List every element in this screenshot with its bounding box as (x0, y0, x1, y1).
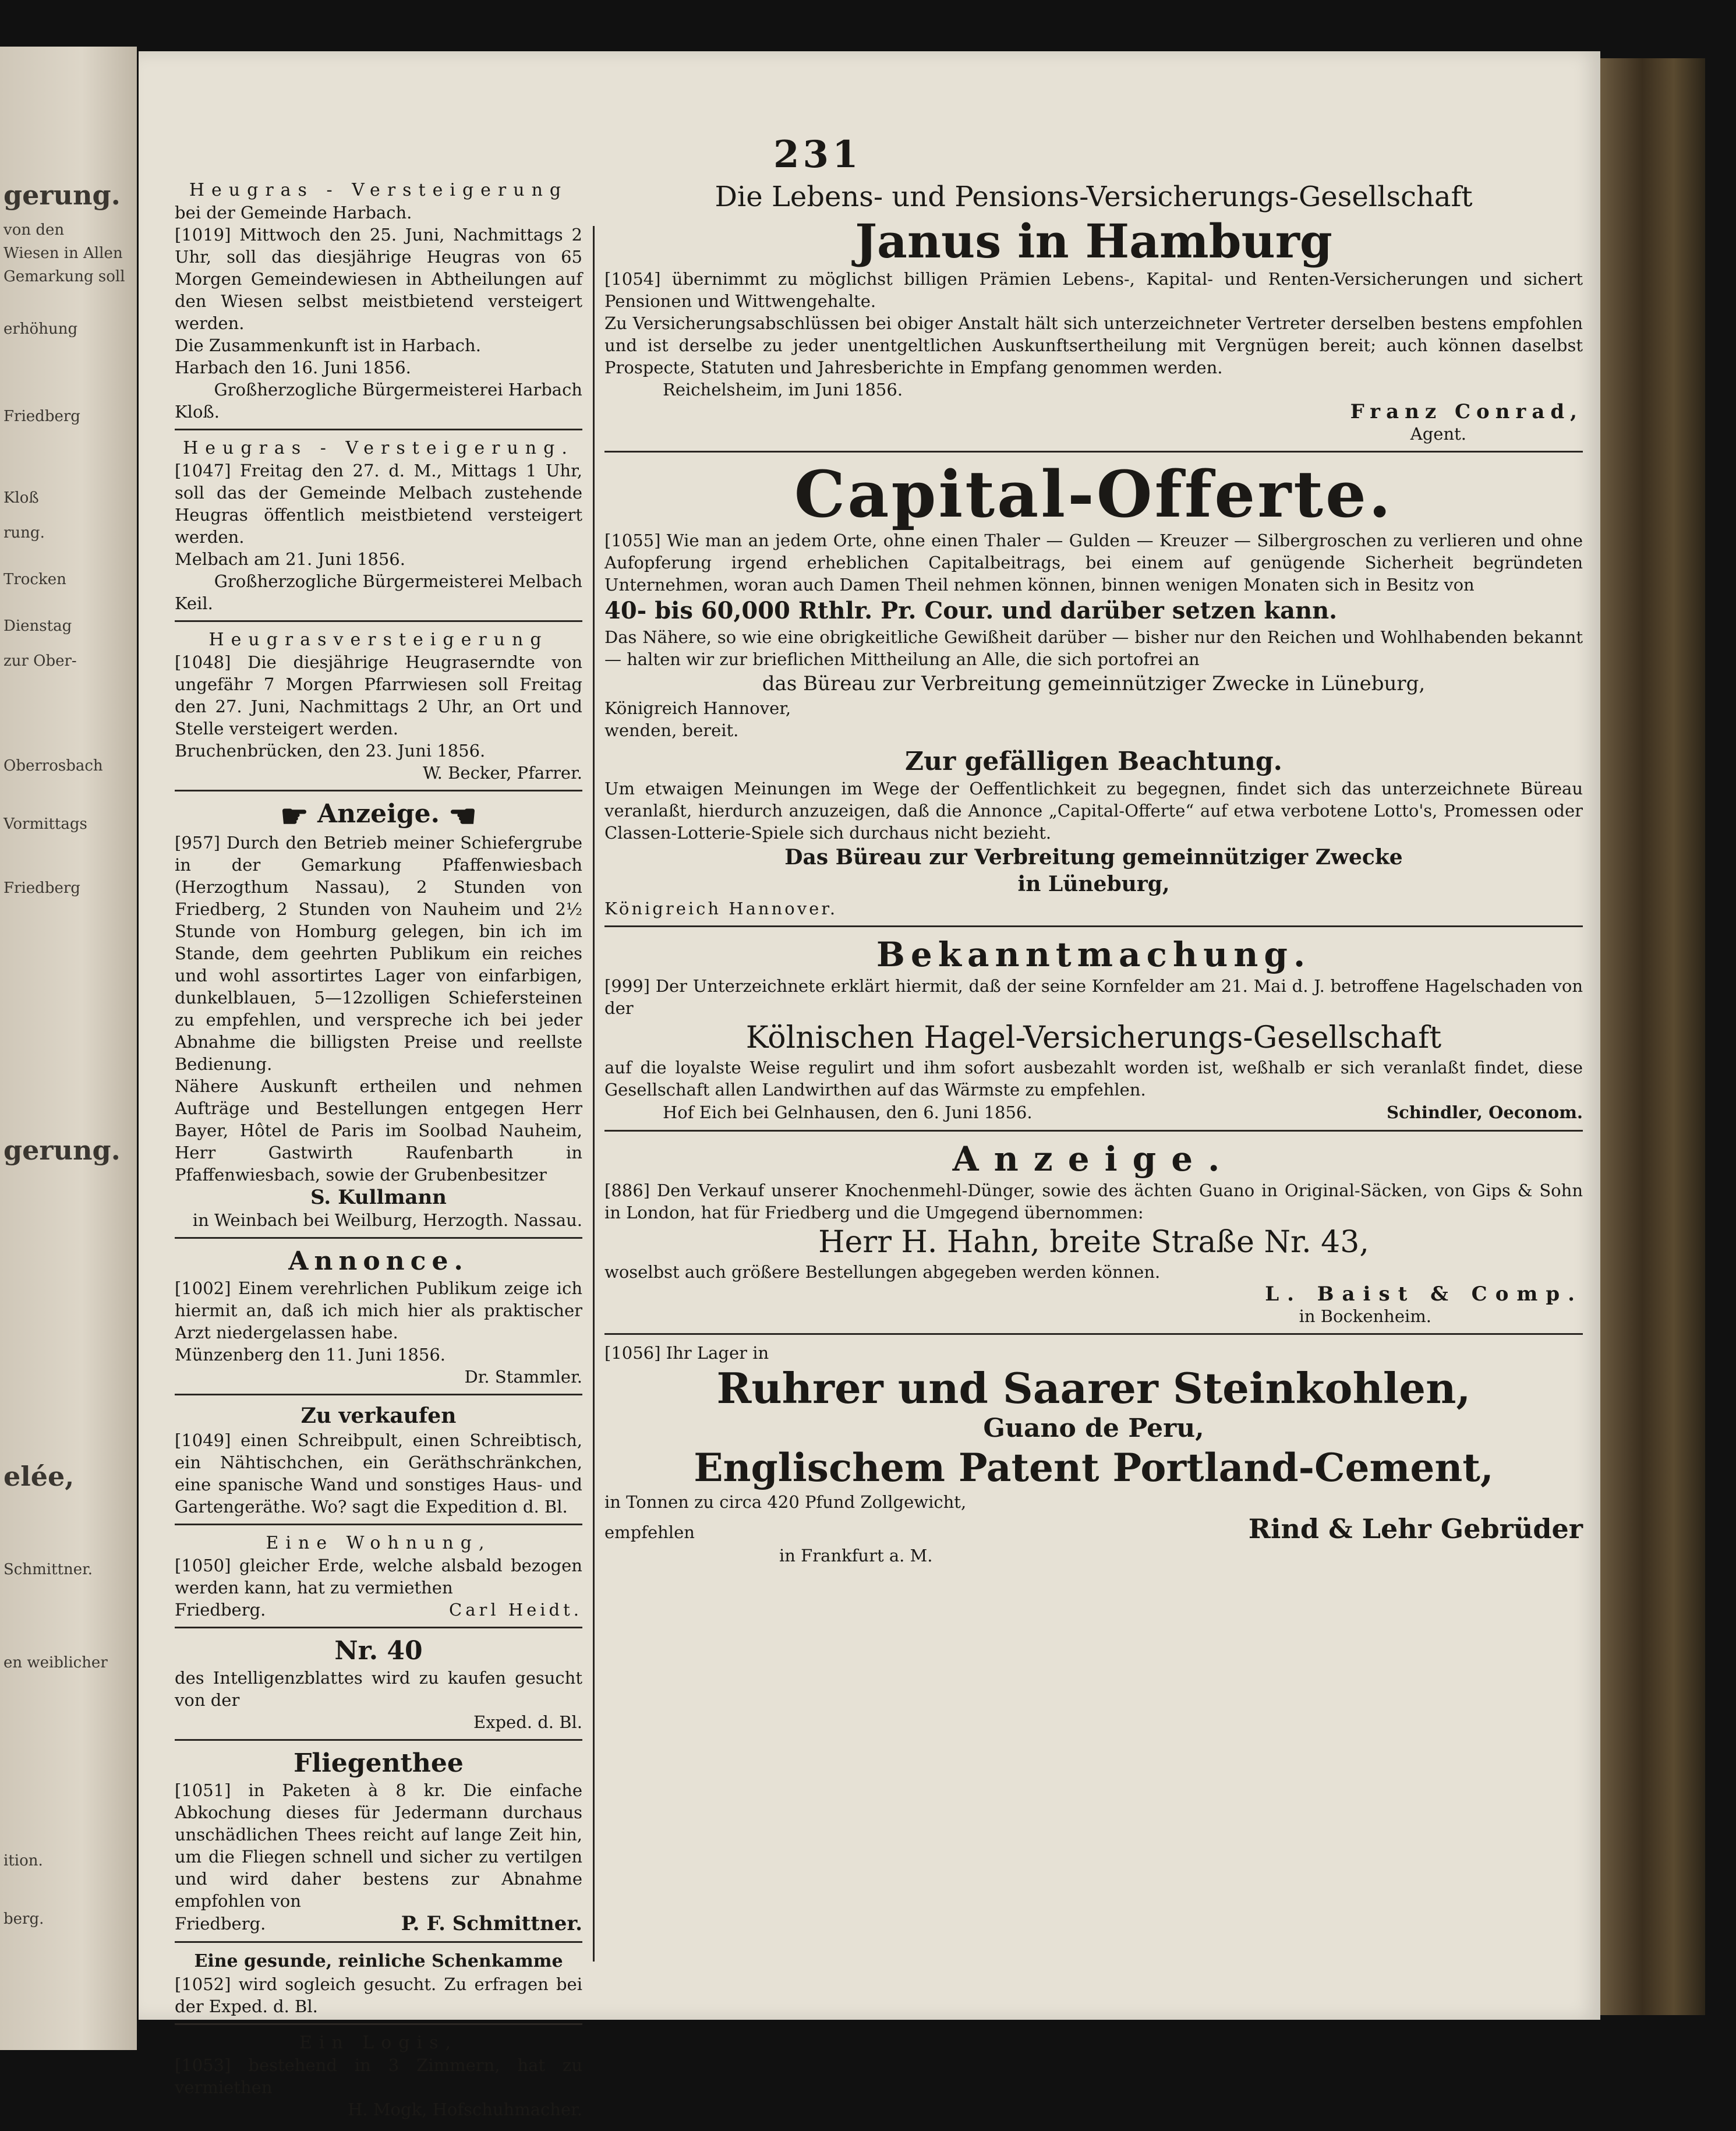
left-page-text-fragment: berg. (3, 1910, 44, 1928)
left-page-text-fragment: erhöhung (3, 320, 78, 338)
ad-signature: Keil. (175, 593, 213, 613)
ad-lead: empfehlen (604, 1522, 695, 1542)
ad-heugras-melbach (175, 437, 582, 614)
ad-date: Hof Eich bei Gelnhausen, den 6. Juni 1856. (663, 1102, 1033, 1122)
ad-company: Kölnischen Hagel-Versicherungs-Gesellschaft (745, 1020, 1442, 1055)
divider (604, 925, 1583, 927)
ad-office: Großherzogliche Bürgermeisterei Melbach (214, 571, 582, 591)
ad-title: Anzeige. (952, 1139, 1235, 1179)
ad-heugras-harbach (175, 179, 582, 423)
ad-beachtung (604, 746, 1583, 920)
ad-title: Ein Logis, (299, 2032, 458, 2053)
ad-place: Friedberg. (175, 1913, 266, 1934)
ad-title: Anzeige. (317, 799, 440, 829)
ad-closing: wenden, bereit. (604, 720, 739, 740)
ad-title: Heugrasversteigerung (208, 630, 549, 650)
ad-intro: [1056] Ihr Lager in (604, 1343, 769, 1363)
ad-signature: Kloß. (175, 402, 220, 422)
ad-signature: L. Baist & Comp. (1265, 1282, 1583, 1306)
ad-title: Capital-Offerte. (794, 457, 1394, 532)
ad-signature: P. F. Schmittner. (401, 1911, 582, 1935)
divider (175, 1524, 582, 1525)
ad-body: [886] Den Verkauf unserer Knochenmehl-Dünger, sowie des ächten Guano in Original-Säcken, von Gips & Sohn in London, hat für Friedberg und die Umgegend übernommen: (604, 1181, 1583, 1222)
ad-body-2: Zu Versicherungsabschlüssen bei obiger Anstalt hält sich unterzeichneter Vertreter derselben bestens empfohlen und ist derselbe zu jeder unentgeltlichen Auskunftsertheilung mit Vergnügen bereit; auch können daselbst Prospecte, Statuten und Jahresberichte in Empfang genommen werden. (604, 313, 1583, 377)
ad-region: Königreich Hannover. (604, 899, 838, 918)
ad-nr-40 (175, 1635, 582, 1733)
ad-body: [1054] übernimmt zu möglichst billigen Prämien Lebens-, Kapital- und Renten-Versicherungen und sichert Pensionen und Wittwengehalte. (604, 269, 1583, 311)
ad-body: [999] Der Unterzeichnete erklärt hiermit, daß der seine Kornfelder am 21. Mai d. J. betroffene Hagelschaden von der (604, 976, 1583, 1018)
ad-body-2: Nähere Auskunft ertheilen und nehmen Aufträge und Bestellungen entgegen Herr Bayer, Hôtel de Paris im Soolbad Nauheim, Herr Gastwirth Raufenbarth in Pfaffenwiesbach, sowie der Grubenbesitzer (175, 1076, 582, 1185)
left-page-text-fragment: Friedberg (3, 408, 80, 425)
ad-signature: H. Mogk, Hofschuhmacher. (348, 2099, 582, 2119)
left-page-text-fragment: Vormittags (3, 815, 87, 833)
ad-capital-offerte (604, 457, 1583, 741)
left-page-text-fragment: von den (3, 221, 65, 239)
ad-body-2: auf die loyalste Weise regulirt und ihm sofort ausbezahlt worden ist, weßhalb er sich veranlaßt findet, diese Gesellschaft allen Landwirthen auf das Wärmste zu empfehlen. (604, 1058, 1583, 1100)
divider (175, 1941, 582, 1943)
divider (604, 1130, 1583, 1132)
ad-zu-verkaufen (175, 1402, 582, 1518)
ad-place: in Weinbach bei Weilburg, Herzogth. Nassau. (192, 1210, 582, 1230)
ad-heading: Die Lebens- und Pensions-Versicherungs-Gesellschaft (715, 181, 1473, 213)
ad-title: Annonce. (288, 1246, 469, 1276)
divider (175, 1627, 582, 1628)
ad-region: Königreich Hannover, (604, 698, 791, 718)
left-page-text-fragment: rung. (3, 524, 45, 542)
left-page-text-fragment: Kloß (3, 489, 39, 507)
ad-signature: Franz Conrad, (1350, 400, 1583, 423)
ad-line: Die Zusammenkunft ist in Harbach. (175, 335, 481, 355)
ad-title: Zu verkaufen (300, 1403, 457, 1428)
column-divider (593, 226, 595, 1962)
ad-signature: S. Kullmann (310, 1185, 447, 1209)
page-number: 231 (773, 133, 862, 176)
ad-fliegenthee (175, 1748, 582, 1935)
ad-body: des Intelligenzblattes wird zu kaufen gesucht von der (175, 1667, 582, 1710)
right-column (604, 179, 1583, 1571)
left-page-text-fragment: Gemarkung soll (3, 268, 125, 285)
ad-line: Guano de Peru, (983, 1413, 1204, 1443)
ad-organization-place: in Lüneburg, (1017, 872, 1170, 896)
ad-title: Fliegenthee (294, 1748, 464, 1778)
left-page-text-fragment: Oberrosbach (3, 757, 103, 775)
ad-signature: Rind & Lehr Gebrüder (1248, 1513, 1583, 1545)
ad-title: Zur gefälligen Beachtung. (905, 747, 1282, 776)
ad-annonce-arzt (175, 1246, 582, 1388)
ad-title: Nr. 40 (334, 1635, 423, 1666)
left-page-text-fragment: Trocken (3, 571, 66, 588)
ad-body: [1048] Die diesjährige Heugraserndte von ungefähr 7 Morgen Pfarrwiesen soll Freitag den 27. Juni, Nachmittags 2 Uhr, an Ort und Stelle versteigert werden. (175, 652, 582, 738)
ad-signature: Schindler, Oeconom. (1387, 1102, 1583, 1122)
ad-date: Reichelsheim, im Juni 1856. (663, 380, 903, 400)
ad-body-2: Das Nähere, so wie eine obrigkeitliche Gewißheit darüber — bisher nur den Reichen und Wohlhabenden bekannt — halten wir zur brieflichen Mittheilung an Alle, die sich portofrei an (604, 627, 1583, 669)
ad-signature: Dr. Stammler. (464, 1366, 582, 1387)
ad-organization: das Büreau zur Verbreitung gemeinnütziger Zwecke in Lüneburg, (762, 672, 1426, 695)
ad-line: in Tonnen zu circa 420 Pfund Zollgewicht, (604, 1492, 967, 1512)
ad-janus (604, 179, 1583, 445)
pointing-hand-right-icon: ☛ (280, 797, 309, 835)
divider (175, 2023, 582, 2025)
book-spine (1600, 58, 1705, 2015)
ad-signature: Exped. d. Bl. (473, 1712, 582, 1732)
ad-body: [1019] Mittwoch den 25. Juni, Nachmittags 2 Uhr, soll das diesjährige Heugras von 65 Morgen Gemeindewiesen in Abtheilungen auf den Wiesen selbst meistbietend versteigert werden. (175, 225, 582, 333)
ad-signature: W. Becker, Pfarrer. (422, 763, 582, 783)
ad-body: [1049] einen Schreibpult, einen Schreibtisch, ein Nähtischchen, ein Geräthschränkchen, eine spanische Wand und sonstiges Haus- und Gartengeräthe. Wo? sagt die Expedition d. Bl. (175, 1430, 582, 1517)
ad-date: Harbach den 16. Juni 1856. (175, 358, 411, 377)
ad-body: [1051] in Paketen à 8 kr. Die einfache Abkochung dieses für Jedermann durchaus unschädlichen Thees reicht auf lange Zeit hin, um die Fliegen schnell und sicher zu vertilgen und wird daher bestens zur Abnahme empfohlen von (175, 1780, 582, 1911)
left-page-text-fragment: Dienstag (3, 617, 72, 635)
left-page-text-fragment: en weiblicher (3, 1654, 108, 1671)
ad-office: Großherzogliche Bürgermeisterei Harbach (214, 380, 582, 400)
ad-body: [1002] Einem verehrlichen Publikum zeige ich hiermit an, daß ich mich hier als praktischer Arzt niedergelassen habe. (175, 1278, 582, 1342)
left-page-text-fragment: Schmittner. (3, 1561, 93, 1578)
ad-bekanntmachung (604, 934, 1583, 1124)
ad-body: Um etwaigen Meinungen im Wege der Oeffentlichkeit zu begegnen, findet sich das unterzeichnete Büreau veranlaßt, hierdurch anzuzeigen, daß die Annonce „Capital-Offerte“ auf etwa verbotene Lotto's, Promessen oder Classen-Lotterie-Spiele sich durchaus nicht bezieht. (604, 779, 1583, 843)
ad-body: [1055] Wie man an jedem Orte, ohne einen Thaler — Gulden — Kreuzer — Silbergroschen zu verlieren und ohne Aufopferung irgend erheblichen Capitalbeitrags, bei einem auf genügende Sicherheit begründeten Unternehmen, woran auch Damen Theil nehmen können, binnen wenigen Monaten sich in Besitz von (604, 531, 1583, 595)
ad-line: Englischem Patent Portland-Cement, (694, 1445, 1494, 1490)
left-page-fragment (0, 47, 137, 2050)
ad-anzeige-schiefer (175, 798, 582, 1231)
ad-steinkohlen (604, 1342, 1583, 1567)
ad-body-2: woselbst auch größere Bestellungen abgegeben werden können. (604, 1262, 1161, 1282)
ad-role: Agent. (1410, 424, 1466, 444)
ad-title: Janus in Hamburg (855, 214, 1332, 268)
ad-title: Heugras - Versteigerung (189, 180, 568, 200)
ad-body: [1050] gleicher Erde, welche alsbald bezogen werden kann, hat zu vermiethen (175, 1555, 582, 1598)
divider (175, 1739, 582, 1741)
ad-signature: Carl Heidt. (449, 1599, 582, 1620)
left-page-text-fragment: zur Ober- (3, 652, 77, 670)
ad-title: Ruhrer und Saarer Steinkohlen, (716, 1363, 1471, 1413)
ad-body: [1047] Freitag den 27. d. M., Mittags 1 Uhr, soll das der Gemeinde Melbach zustehende Heugras öffentlich meistbietend versteigert werden. (175, 461, 582, 547)
ad-title: Heugras - Versteigerung. (183, 438, 574, 458)
divider (604, 1333, 1583, 1335)
ad-subtitle: bei der Gemeinde Harbach. (175, 203, 412, 222)
newspaper-page (139, 51, 1600, 2119)
left-page-text-fragment: Friedberg (3, 879, 80, 897)
divider (175, 620, 582, 622)
ad-agent: Herr H. Hahn, breite Straße Nr. 43, (818, 1225, 1369, 1260)
left-page-text-fragment: gerung. (3, 1135, 121, 1166)
ad-logis (175, 2032, 582, 2121)
ad-date: Bruchenbrücken, den 23. Juni 1856. (175, 741, 486, 761)
ad-date: Melbach am 21. Juni 1856. (175, 549, 405, 569)
ad-place: in Bockenheim. (1299, 1306, 1431, 1326)
divider (175, 1237, 582, 1239)
ad-place: in Frankfurt a. M. (779, 1546, 933, 1565)
left-page-text-fragment: Wiesen in Allen (3, 245, 123, 262)
ad-body: [1053] bestehend in 3 Zimmern, hat zu vermiethen (175, 2055, 582, 2097)
pointing-hand-left-icon: ☚ (448, 797, 477, 835)
ad-schenkamme (175, 1950, 582, 2017)
ad-body: [957] Durch den Betrieb meiner Schiefergrube in der Gemarkung Pfaffenwiesbach (Herzogthum Nassau), 2 Stunden von Friedberg, 2 Stunden von Nauheim und 2½ Stunde von Homburg gelegen, bin ich im Stande, dem geehrten Publikum ein reiches und wohl assortirtes Lager von einfarbigen, dunkelblauen, 5—12zolligen Schiefersteinen zu empfehlen, und verspreche ich bei jeder Abnahme die billigsten Preise und reellste Bedienung. (175, 832, 582, 1074)
ad-organization: Das Büreau zur Verbreitung gemeinnütziger Zwecke (784, 845, 1403, 870)
ad-body: [1052] wird sogleich gesucht. Zu erfragen bei der Exped. d. Bl. (175, 1974, 582, 2016)
ad-place: Friedberg. (175, 1599, 266, 1620)
left-page-text-fragment: elée, (3, 1461, 75, 1492)
left-page-text-fragment: ition. (3, 1852, 43, 1870)
ad-date: Münzenberg den 11. Juni 1856. (175, 1344, 446, 1365)
divider (604, 451, 1583, 453)
divider (175, 790, 582, 791)
ad-title: Bekanntmachung. (876, 935, 1311, 974)
left-page-text-fragment: gerung. (3, 179, 121, 211)
divider (175, 1394, 582, 1395)
divider (175, 429, 582, 430)
ad-anzeige-guano (604, 1139, 1583, 1327)
ad-title: Eine Wohnung, (266, 1532, 492, 1553)
ad-title: Eine gesunde, reinliche Schenkamme (194, 1950, 563, 1971)
left-column (175, 179, 582, 2125)
ad-wohnung (175, 1532, 582, 1621)
ad-heugras-bruchenbruecken (175, 629, 582, 784)
ad-amount: 40- bis 60,000 Rthlr. Pr. Cour. und darüber setzen kann. (604, 597, 1338, 624)
